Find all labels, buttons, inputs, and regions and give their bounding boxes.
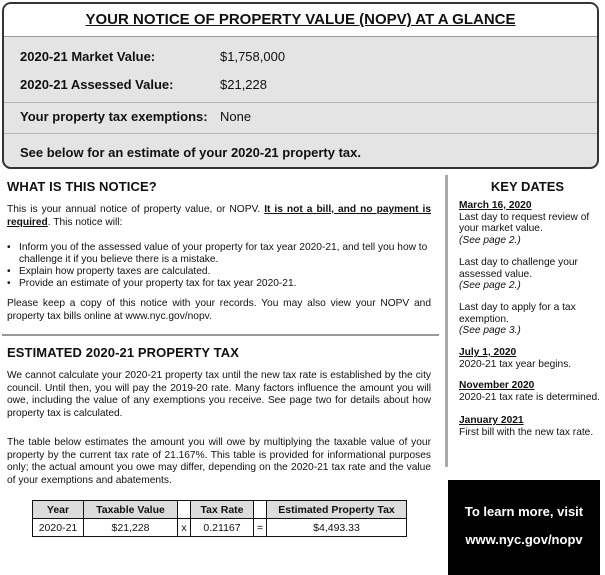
table-row (33, 519, 407, 537)
key-date: July 1, 2020 (459, 347, 517, 358)
notice-heading: WHAT IS THIS NOTICE? (7, 179, 157, 194)
nopv-glance-box (2, 2, 599, 169)
cell-estimated-tax: $4,493.33 (267, 519, 407, 537)
section-divider (2, 334, 439, 336)
key-date-desc: Last day to challenge your assessed value. (459, 257, 578, 280)
column-divider (445, 175, 448, 467)
list-item: • Explain how property taxes are calculated. (7, 266, 437, 278)
header-tax-rate: Tax Rate (191, 501, 254, 519)
list-item: • Provide an estimate of your property tax for tax year 2020-21. (7, 278, 437, 290)
key-date: March 16, 2020 (459, 200, 532, 211)
cell-tax-rate: 0.21167 (191, 519, 254, 537)
list-item: • Inform you of the assessed value of your property for tax year 2020-21, and tell you how to challenge it if you believe there is a mistake. (7, 242, 437, 266)
header-operator-blank (254, 501, 267, 519)
key-date-ref: (See page 2.) (459, 234, 521, 246)
cell-year: 2020-21 (33, 519, 84, 537)
exemptions-value: None (220, 109, 252, 124)
glance-title: YOUR NOTICE OF PROPERTY VALUE (NOPV) AT A GLANCE (85, 11, 516, 28)
multiply-sign: x (178, 519, 191, 537)
assessed-value: $21,228 (220, 77, 267, 92)
key-date-desc: First bill with the new tax rate. (459, 426, 594, 438)
tax-estimate-table (32, 500, 407, 537)
notice-intro-text: This is your annual notice of property value, or NOPV. (7, 204, 265, 215)
key-date-ref: (See page 2.) (459, 280, 521, 291)
key-date-item (459, 257, 601, 292)
header-estimated-tax: Estimated Property Tax (267, 501, 407, 519)
exemptions-label: Your property tax exemptions: (20, 109, 208, 124)
market-value: $1,758,000 (220, 49, 286, 64)
key-date-item (459, 200, 601, 246)
glance-divider (4, 133, 597, 134)
equals-sign: = (254, 519, 267, 537)
key-date: January 2021 (459, 415, 524, 426)
header-year: Year (33, 501, 84, 519)
key-dates-title: KEY DATES (490, 179, 565, 194)
key-date-item (459, 302, 601, 337)
assessed-value-label: 2020-21 Assessed Value: (20, 77, 174, 92)
key-date-item (459, 347, 601, 370)
keep-copy-text: Please keep a copy of this notice with your records. You may also view your NOPV and property tax bills online at www.nyc.gov/nopv. (7, 298, 431, 322)
key-date: November 2020 (459, 380, 535, 391)
key-date-desc: 2020-21 tax rate is determined. (459, 391, 601, 403)
table-header-row (33, 501, 407, 519)
not-a-bill-text: It is not a bill, and no payment is required (7, 204, 431, 228)
glance-title-bar (4, 4, 597, 37)
estimate-heading: ESTIMATED 2020-21 PROPERTY TAX (7, 345, 240, 360)
notice-bullet-list (7, 242, 437, 290)
market-value-label: 2020-21 Market Value: (20, 49, 156, 64)
estimate-para-2: The table below estimates the amount you will owe by multiplying the taxable value of your property by the current tax rate of 21.167%. This table is provided for informational purposes only; the actual amount you owe may differ, depending on the 2020-21 tax rate and the value of your exemptions and abatements. (7, 437, 431, 486)
learn-more-link[interactable]: www.nyc.gov/nopv (465, 532, 583, 547)
notice-intro (7, 204, 431, 229)
cell-taxable-value: $21,228 (84, 519, 178, 537)
estimate-para-1: We cannot calculate your 2020-21 property tax until the new tax rate is established by the city council. Until then, you will pay the 2019-20 rate. Many factors influence the amount you will owe, including the value of any exemptions you receive. See page two for details about how property tax is calculated. (7, 370, 431, 419)
header-taxable-value: Taxable Value (84, 501, 178, 519)
header-operator-blank (178, 501, 191, 519)
key-date-item (459, 380, 601, 403)
estimate-note: See below for an estimate of your 2020-21 property tax. (20, 145, 362, 160)
key-date-desc: Last day to request review of your market value. (459, 211, 590, 234)
learn-more-text: To learn more, visit (464, 504, 584, 519)
notice-intro-end: . This notice will: (47, 216, 123, 228)
key-date-desc: 2020-21 tax year begins. (459, 358, 572, 370)
glance-divider (4, 102, 597, 103)
learn-more-box (448, 480, 600, 575)
key-date-item (459, 415, 601, 438)
key-date-desc: Last day to apply for a tax exemption. (459, 302, 576, 325)
key-date-ref: (See page 3.) (459, 325, 521, 336)
